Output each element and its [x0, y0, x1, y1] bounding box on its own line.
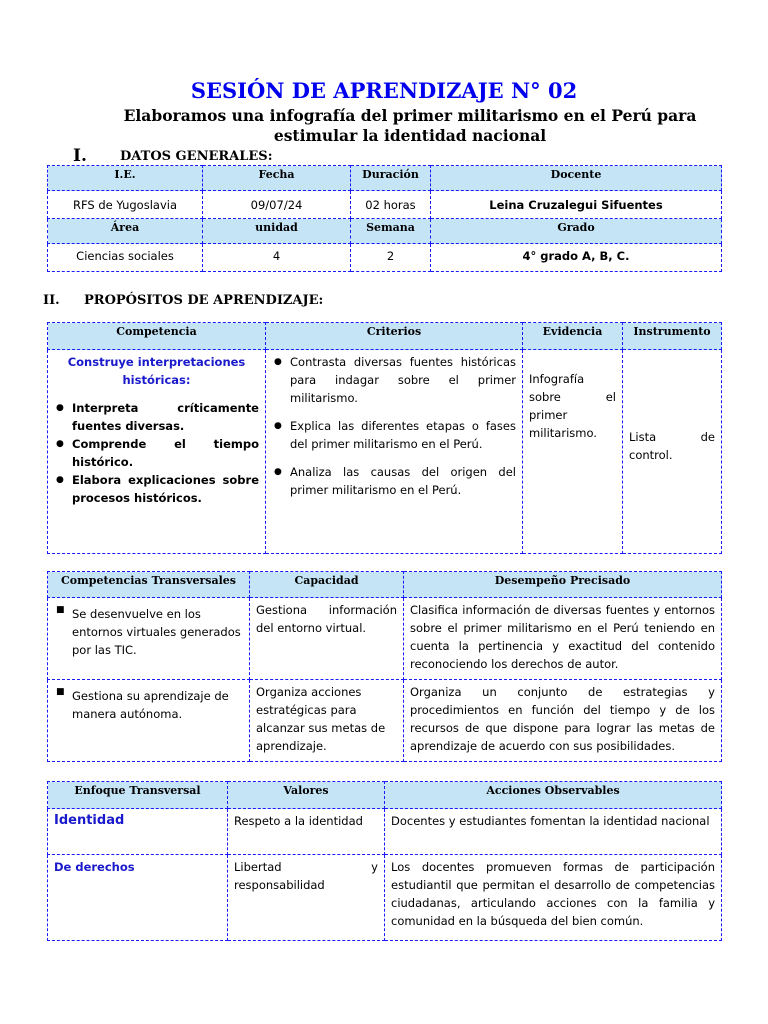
- competencia-cell: [48, 350, 266, 554]
- purposes-table: [47, 322, 722, 554]
- value-ie: RFS de Yugoslavia: [48, 191, 203, 219]
- value-duracion: 02 horas: [351, 191, 431, 219]
- header-instrumento: Instrumento: [623, 323, 722, 350]
- header-desempeno: Desempeño Precisado: [404, 572, 722, 598]
- header-capacidad: Capacidad: [250, 572, 404, 598]
- header-unidad: unidad: [203, 219, 351, 244]
- header-enfoque: Enfoque Transversal: [48, 782, 228, 809]
- header-criterios: Criterios: [266, 323, 523, 350]
- section2-number: II.: [43, 293, 60, 308]
- section2-title: PROPÓSITOS DE APRENDIZAJE:: [84, 293, 324, 308]
- header-duracion: Duración: [351, 166, 431, 191]
- header-fecha: Fecha: [203, 166, 351, 191]
- criterios-cell: [266, 350, 523, 554]
- header-docente: Docente: [431, 166, 722, 191]
- general-data-table: [47, 165, 722, 272]
- value-area: Ciencias sociales: [48, 244, 203, 272]
- transversal-competencia-cell: [48, 598, 250, 680]
- header-area: Área: [48, 219, 203, 244]
- transversal-desempeno: Organiza un conjunto de estrategias y procedimientos en función del tiempo y de los recursos de que dispone para lograr las metas de aprendizaje de acuerdo con sus posibilidades.: [404, 680, 722, 762]
- competencia-title: Construye interpretaciones históricas:: [67, 355, 246, 387]
- competencia-item: ● Interpreta críticamente fuentes diversas.: [54, 399, 259, 435]
- header-competencia: Competencia: [48, 323, 266, 350]
- criterio-item: ● Explica las diferentes etapas o fases del primer militarismo en el Perú.: [272, 417, 516, 453]
- transversal-capacidad: Organiza acciones estratégicas para alcanzar sus metas de aprendizaje.: [250, 680, 404, 762]
- header-valores: Valores: [228, 782, 385, 809]
- value-grado: 4° grado A, B, C.: [431, 244, 722, 272]
- competencia-item: ● Elabora explicaciones sobre procesos históricos.: [54, 471, 259, 507]
- enfoque-name: Identidad: [48, 809, 228, 855]
- enfoque-acciones: Docentes y estudiantes fomentan la identidad nacional: [385, 809, 722, 855]
- value-fecha: 09/07/24: [203, 191, 351, 219]
- transversal-competencia: ■ Se desenvuelve en los entornos virtuales generados por las TIC.: [54, 601, 243, 659]
- transversal-capacidad: Gestiona información del entorno virtual.: [250, 598, 404, 680]
- competencia-list: [54, 399, 259, 507]
- header-semana: Semana: [351, 219, 431, 244]
- enfoques-table: [47, 781, 722, 941]
- header-ie: I.E.: [48, 166, 203, 191]
- transversal-competencia: ■ Gestiona su aprendizaje de manera autónoma.: [54, 683, 243, 723]
- competencia-item: ● Comprende el tiempo histórico.: [54, 435, 259, 471]
- criterio-item: ● Contrasta diversas fuentes históricas para indagar sobre el primer militarismo.: [272, 353, 516, 407]
- section1-number: I.: [73, 146, 87, 166]
- session-subtitle: Elaboramos una infografía del primer militarismo en el Perú para estimular la identidad nacional: [123, 106, 697, 145]
- header-acciones: Acciones Observables: [385, 782, 722, 809]
- header-evidencia: Evidencia: [523, 323, 623, 350]
- value-docente: Leina Cruzalegui Sifuentes: [431, 191, 722, 219]
- evidencia-cell: Infografía sobre el primer militarismo.: [523, 350, 623, 554]
- value-semana: 2: [351, 244, 431, 272]
- criterio-item: ● Analiza las causas del origen del primer militarismo en el Perú.: [272, 463, 516, 499]
- criterios-list: [272, 353, 516, 499]
- enfoque-name: De derechos: [48, 855, 228, 941]
- enfoque-valor: Libertad y responsabilidad: [228, 855, 385, 941]
- section1-title: DATOS GENERALES:: [120, 149, 273, 164]
- instrumento-cell: Lista de control.: [623, 350, 722, 554]
- value-unidad: 4: [203, 244, 351, 272]
- header-grado: Grado: [431, 219, 722, 244]
- transversal-table: [47, 571, 722, 762]
- enfoque-valor: Respeto a la identidad: [228, 809, 385, 855]
- transversal-competencia-cell: [48, 680, 250, 762]
- page-title: SESIÓN DE APRENDIZAJE N° 02: [190, 78, 578, 103]
- transversal-desempeno: Clasifica información de diversas fuentes y entornos sobre el primer militarismo en el Perú teniendo en cuenta la pertinencia y exactitud del contenido reconociendo los derechos de autor.: [404, 598, 722, 680]
- header-comp-transversales: Competencias Transversales: [48, 572, 250, 598]
- enfoque-acciones: Los docentes promueven formas de participación estudiantil que permitan el desarrollo de competencias ciudadanas, articulando acciones con la familia y comunidad en la búsqueda del bien común.: [385, 855, 722, 941]
